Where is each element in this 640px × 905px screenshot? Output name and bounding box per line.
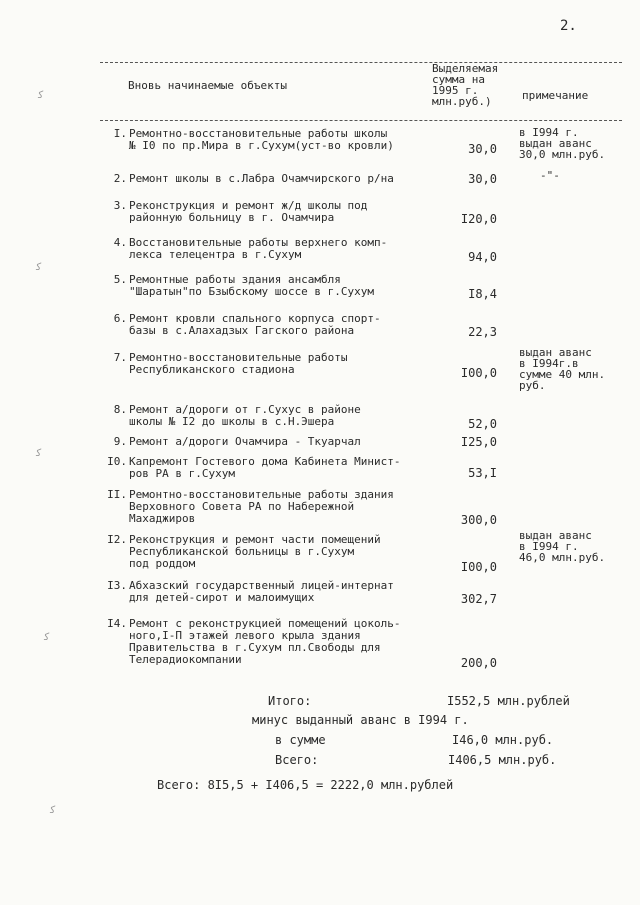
item-amount: 53,I — [468, 466, 497, 480]
item-line: Ремонт с реконструкцией помещений цоколь- — [129, 617, 401, 630]
item-line: Ремонт школы в с.Лабра Очамчирского р/на — [129, 172, 394, 185]
item-number: I2. — [107, 533, 127, 546]
header-amount — [432, 63, 522, 107]
item-text — [129, 618, 444, 666]
item-text — [129, 489, 444, 525]
header-top-rule — [100, 62, 622, 63]
item-text — [129, 534, 444, 570]
item-line: Реконструкция и ремонт части помещений — [129, 533, 381, 546]
note-line: 46,0 млн.руб. — [519, 551, 606, 564]
item-amount: 30,0 — [468, 142, 497, 156]
item-amount: I00,0 — [460, 366, 497, 380]
note-line: выдан аванс — [519, 529, 592, 542]
advance-minus-line: минус выданный аванс в I994 г. — [252, 713, 469, 727]
item-note — [519, 347, 629, 391]
item-line: Восстановительные работы верхнего комп- — [129, 236, 388, 249]
item-line: № I0 по пр.Мира в г.Сухум(уст-во кровли) — [129, 139, 394, 152]
item-amount: 302,7 — [460, 592, 497, 606]
item-text — [129, 173, 444, 185]
note-line: выдан аванс — [519, 346, 592, 359]
item-line: Ремонт а/дороги Очамчира - Ткуарчал — [129, 435, 361, 448]
item-amount: 94,0 — [468, 250, 497, 264]
item-line: Ремонтно-восстановительные работы школы — [129, 127, 388, 140]
item-amount: 22,3 — [468, 325, 497, 339]
item-number: 6. — [113, 312, 127, 325]
header-bottom-rule — [100, 120, 622, 121]
note-line: в I994 г. — [519, 540, 579, 553]
item-amount: 52,0 — [468, 417, 497, 431]
item-number: I0. — [107, 455, 127, 468]
advance-sum-value: I46,0 млн.руб. — [452, 733, 554, 747]
item-text — [129, 456, 444, 480]
margin-mark: ﮐ — [50, 805, 57, 816]
item-line: Махаджиров — [129, 512, 196, 525]
item-number: 8. — [113, 403, 127, 416]
item-text — [129, 436, 444, 448]
item-line: Ремонт а/дороги от г.Сухус в районе — [129, 403, 361, 416]
item-number: I. — [113, 127, 127, 140]
item-amount: I8,4 — [468, 287, 497, 301]
item-number: 4. — [113, 236, 127, 249]
item-note — [540, 170, 640, 181]
item-amount: 200,0 — [460, 656, 497, 670]
advance-sum-label: в сумме — [275, 733, 326, 747]
item-text — [129, 580, 444, 604]
item-line: лекса телецентра в г.Сухум — [129, 248, 302, 261]
grand-total-line: Всего: 8I5,5 + I406,5 = 2222,0 млн.рублей — [157, 778, 454, 792]
item-line: Реконструкция и ремонт ж/д школы под — [129, 199, 368, 212]
header-amount-line: 1995 г. — [432, 84, 479, 97]
item-line: базы в с.Алахадзых Гагского района — [129, 324, 355, 337]
item-line: районную больницу в г. Очамчира — [129, 211, 335, 224]
item-text — [129, 237, 444, 261]
total-label: Итого: — [268, 694, 312, 708]
item-amount: 30,0 — [468, 172, 497, 186]
margin-mark: ﮐ — [36, 448, 43, 459]
item-text — [129, 352, 444, 376]
header-amount-line: млн.руб.) — [432, 95, 492, 108]
header-note: примечание — [522, 89, 589, 102]
item-number: II. — [107, 488, 127, 501]
item-number: I4. — [107, 617, 127, 630]
item-number: 5. — [113, 273, 127, 286]
item-line: Абхазский государственный лицей-интернат — [129, 579, 394, 592]
note-line: 30,0 млн.руб. — [519, 148, 606, 161]
item-line: Телерадиокомпании — [129, 653, 242, 666]
item-text — [129, 274, 444, 298]
note-line: -"- — [540, 169, 560, 182]
item-line: Республиканского стадиона — [129, 363, 295, 376]
margin-mark: ﮐ — [44, 632, 51, 643]
item-line: Правительства в г.Сухум пл.Свободы для — [129, 641, 381, 654]
item-line: Верховного Совета РА по Набережной — [129, 500, 355, 513]
total-value: I552,5 млн.рублей — [447, 694, 570, 708]
item-note — [519, 530, 629, 563]
item-number: 3. — [113, 199, 127, 212]
margin-mark: ﮐ — [36, 262, 43, 273]
header-amount-line: Выделяемая — [432, 62, 499, 75]
item-amount: 300,0 — [460, 513, 497, 527]
note-line: выдан аванс — [519, 137, 592, 150]
item-line: под роддом — [129, 557, 196, 570]
header-objects: Вновь начинаемые объекты — [128, 79, 287, 92]
item-text — [129, 200, 444, 224]
net-total-value: I406,5 млн.руб. — [448, 753, 557, 767]
margin-mark: ﮐ — [38, 90, 45, 101]
item-amount: I20,0 — [460, 212, 497, 226]
note-line: в I994г.в — [519, 357, 579, 370]
item-line: Ремонт кровли спального корпуса спорт- — [129, 312, 381, 325]
page-number: 2. — [560, 18, 577, 34]
item-line: ного,I-П этажей левого крыла здания — [129, 629, 361, 642]
item-number: 7. — [113, 351, 127, 364]
item-line: Капремонт Гостевого дома Кабинета Минист- — [129, 455, 401, 468]
item-line: "Шаратын"по Бзыбскому шоссе в г.Сухум — [129, 285, 375, 298]
header-amount-line: сумма на — [432, 73, 485, 86]
note-line: сумме 40 млн. — [519, 368, 606, 381]
item-line: ров РА в г.Сухум — [129, 467, 235, 480]
item-line: школы № I2 до школы в с.Н.Эшера — [129, 415, 335, 428]
item-note — [519, 127, 629, 160]
item-line: Республиканской больницы в г.Сухум — [129, 545, 355, 558]
item-line: Ремонтно-восстановительные работы здания — [129, 488, 394, 501]
note-line: руб. — [519, 379, 546, 392]
item-number: I3. — [107, 579, 127, 592]
item-number: 9. — [113, 435, 127, 448]
item-line: Ремонтно-восстановительные работы — [129, 351, 348, 364]
item-text — [129, 128, 444, 152]
item-amount: I00,0 — [460, 560, 497, 574]
note-line: в I994 г. — [519, 126, 579, 139]
net-total-label: Всего: — [275, 753, 319, 767]
item-text — [129, 404, 444, 428]
item-line: Ремонтные работы здания ансамбля — [129, 273, 341, 286]
item-amount: I25,0 — [460, 435, 497, 449]
item-line: для детей-сирот и малоимущих — [129, 591, 315, 604]
item-number: 2. — [113, 172, 127, 185]
item-text — [129, 313, 444, 337]
